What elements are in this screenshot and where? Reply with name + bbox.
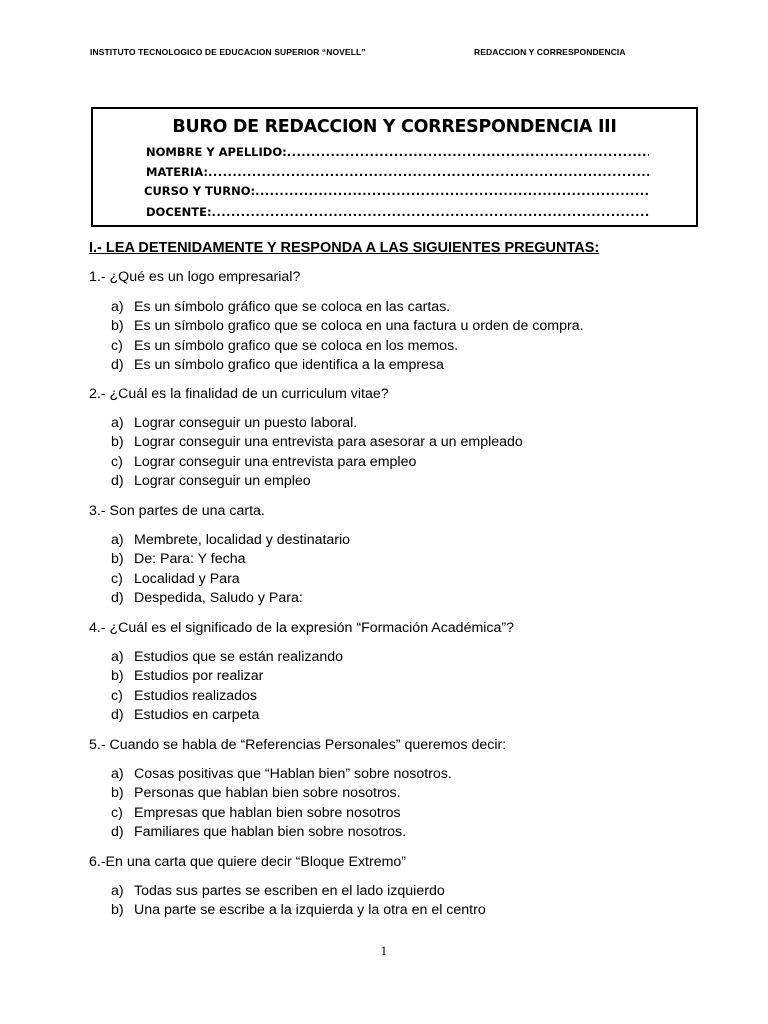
question-5: 5.- Cuando se habla de “Referencias Personales” queremos decir: [89,737,507,753]
option-3c[interactable] [111,570,350,589]
question-4-options [111,648,343,726]
question-2-options [111,414,523,492]
option-4c[interactable] [111,687,343,706]
option-letter: b) [111,434,124,451]
field-curso[interactable] [144,184,650,198]
option-1d[interactable] [111,356,584,375]
option-text: Lograr conseguir un empleo [134,473,311,490]
option-letter: b) [111,785,124,802]
option-letter: a) [111,415,124,431]
option-text: De: Para: Y fecha [134,551,246,568]
page-number: 1 [380,945,388,958]
option-letter: d) [111,590,124,607]
option-1c[interactable] [111,337,584,356]
option-text: Es un símbolo grafico que se coloca en los memos. [134,337,459,354]
option-text: Empresas que hablan bien sobre nosotros [134,804,401,821]
option-letter: d) [111,707,124,724]
option-text: Despedida, Saludo y Para: [134,590,303,607]
option-2a[interactable] [111,414,523,433]
option-4b[interactable] [111,667,343,686]
option-letter: a) [111,883,124,899]
option-text: Familiares que hablan bien sobre nosotros. [134,824,407,841]
question-6: 6.-En una carta que quiere decir “Bloque Extremo” [89,854,407,870]
option-letter: c) [111,453,123,470]
option-6a[interactable] [111,882,486,901]
field-docente-label: DOCENTE: [146,205,212,219]
section-heading: I.- LEA DETENIDAMENTE Y RESPONDA A LAS SIGUIENTES PREGUNTAS: [89,240,600,256]
option-text: Cosas positivas que “Hablan bien” sobre nosotros. [134,766,452,782]
option-text: Estudios en carpeta [134,707,260,724]
option-text: Estudios que se están realizando [134,649,344,665]
question-1: 1.- ¿Qué es un logo empresarial? [89,269,301,285]
option-2d[interactable] [111,472,523,491]
field-nombre-label: NOMBRE Y APELLIDO: [146,145,287,159]
option-text: Estudios realizados [134,687,258,704]
option-4d[interactable] [111,706,343,725]
option-letter: a) [111,766,124,782]
option-letter: d) [111,357,124,374]
document-title: BURO DE REDACCION Y CORRESPONDENCIA III [172,117,617,137]
option-5a[interactable] [111,765,452,784]
option-4a[interactable] [111,648,343,667]
option-text: Estudios por realizar [134,668,264,685]
option-letter: a) [111,649,124,665]
option-letter: c) [111,570,123,587]
option-text: Es un símbolo grafico que se coloca en una factura u orden de compra. [134,318,584,335]
option-3b[interactable] [111,550,350,569]
option-letter: c) [111,804,123,821]
field-materia-blank[interactable] [208,165,649,179]
option-3d[interactable] [111,589,350,608]
header-institution: INSTITUTO TECNOLOGICO DE EDUCACION SUPERIOR “NOVELL” [90,47,366,57]
question-5-options [111,765,452,843]
option-1a[interactable] [111,298,584,317]
option-letter: c) [111,687,123,704]
field-nombre[interactable] [146,145,649,159]
option-text: Lograr conseguir una entrevista para empleo [134,453,417,470]
option-text: Lograr conseguir una entrevista para asesorar a un empleado [134,434,523,451]
option-5d[interactable] [111,823,452,842]
option-text: Localidad y Para [134,570,240,587]
option-6b[interactable] [111,901,486,920]
field-nombre-blank[interactable] [287,145,649,159]
option-letter: b) [111,668,124,685]
question-6-options [111,882,486,921]
option-text: Es un símbolo gráfico que se coloca en las cartas. [134,299,451,315]
option-text: Personas que hablan bien sobre nosotros. [134,785,401,802]
question-3: 3.- Son partes de una carta. [89,503,265,519]
option-letter: d) [111,824,124,841]
option-text: Todas sus partes se escriben en el lado izquierdo [134,883,445,899]
field-docente[interactable] [146,205,649,219]
option-5c[interactable] [111,804,452,823]
option-text: Es un símbolo grafico que identifica a la empresa [134,357,444,374]
field-materia-label: MATERIA: [146,165,208,179]
field-curso-blank[interactable] [255,184,650,198]
option-letter: a) [111,299,124,315]
option-letter: b) [111,551,124,568]
field-docente-blank[interactable] [212,205,649,219]
question-4: 4.- ¿Cuál es el significado de la expresión “Formación Académica”? [89,620,515,636]
header-course: REDACCION Y CORRESPONDENCIA [474,47,626,57]
option-letter: a) [111,532,124,548]
question-2: 2.- ¿Cuál es la finalidad de un curriculum vitae? [89,386,389,402]
option-letter: d) [111,473,124,490]
option-letter: b) [111,902,124,919]
option-2c[interactable] [111,453,523,472]
option-text: Lograr conseguir un puesto laboral. [134,415,358,431]
option-text: Membrete, localidad y destinatario [134,532,351,548]
field-materia[interactable] [146,165,649,179]
option-5b[interactable] [111,784,452,803]
option-text: Una parte se escribe a la izquierda y la otra en el centro [134,902,486,919]
option-letter: c) [111,337,123,354]
field-curso-label: CURSO Y TURNO: [144,184,256,198]
option-3a[interactable] [111,531,350,550]
option-letter: b) [111,318,124,335]
option-1b[interactable] [111,317,584,336]
question-3-options [111,531,350,609]
title-box [91,107,698,227]
question-1-options [111,298,584,376]
option-2b[interactable] [111,433,523,452]
